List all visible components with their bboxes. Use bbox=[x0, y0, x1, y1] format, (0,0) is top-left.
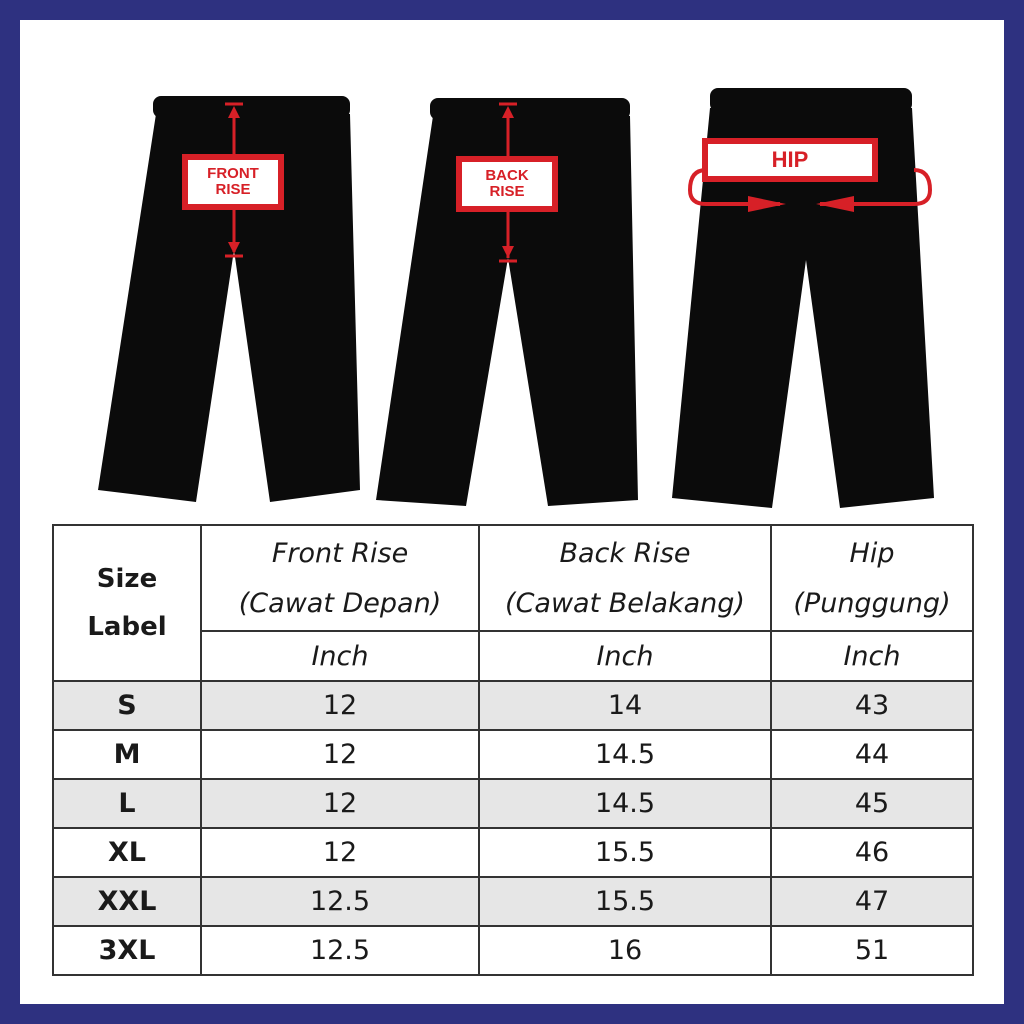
front-rise-cell: 12 bbox=[201, 828, 479, 877]
back-rise-cell: 14.5 bbox=[479, 730, 771, 779]
front-rise-title: Front Rise bbox=[271, 538, 409, 569]
size-cell: XXL bbox=[53, 877, 201, 926]
front-rise-header bbox=[201, 525, 479, 631]
back-rise-cell: 14 bbox=[479, 681, 771, 730]
size-chart-frame bbox=[20, 20, 1004, 1004]
hip-cell: 51 bbox=[771, 926, 973, 975]
front-rise-label-line1: FRONT bbox=[207, 164, 259, 182]
size-cell: S bbox=[53, 681, 201, 730]
size-label-header bbox=[53, 525, 201, 681]
table-row bbox=[53, 730, 973, 779]
back-rise-cell: 14.5 bbox=[479, 779, 771, 828]
hip-label-text: HIP bbox=[771, 146, 809, 172]
hip-cell: 44 bbox=[771, 730, 973, 779]
front-rise-cell: 12.5 bbox=[201, 877, 479, 926]
front-rise-label bbox=[182, 154, 284, 210]
back-rise-label-line2: RISE bbox=[489, 183, 525, 200]
hip-title: Hip bbox=[849, 538, 895, 569]
table-header-row bbox=[53, 525, 973, 631]
table-row bbox=[53, 828, 973, 877]
size-cell: XL bbox=[53, 828, 201, 877]
front-rise-cell: 12 bbox=[201, 779, 479, 828]
front-rise-unit: Inch bbox=[201, 631, 479, 681]
table-row bbox=[53, 877, 973, 926]
front-rise-cell: 12 bbox=[201, 681, 479, 730]
pants-illustration bbox=[20, 20, 1004, 520]
hip-cell: 46 bbox=[771, 828, 973, 877]
table-row bbox=[53, 926, 973, 975]
back-rise-cell: 15.5 bbox=[479, 828, 771, 877]
size-cell: 3XL bbox=[53, 926, 201, 975]
hip-unit: Inch bbox=[771, 631, 973, 681]
hip-subtitle: (Punggung) bbox=[793, 588, 951, 619]
hip-header bbox=[771, 525, 973, 631]
back-rise-unit: Inch bbox=[479, 631, 771, 681]
pants-diagram bbox=[20, 20, 1004, 520]
front-rise-label-line2: RISE bbox=[215, 181, 251, 198]
table-row bbox=[53, 681, 973, 730]
back-rise-label bbox=[456, 156, 558, 212]
front-rise-cell: 12 bbox=[201, 730, 479, 779]
back-rise-subtitle: (Cawat Belakang) bbox=[505, 588, 745, 619]
size-table bbox=[52, 524, 974, 976]
front-rise-cell: 12.5 bbox=[201, 926, 479, 975]
front-rise-subtitle: (Cawat Depan) bbox=[238, 588, 442, 619]
table-row bbox=[53, 779, 973, 828]
hip-cell: 45 bbox=[771, 779, 973, 828]
size-header-line1: Size bbox=[96, 564, 158, 594]
size-cell: M bbox=[53, 730, 201, 779]
back-rise-header bbox=[479, 525, 771, 631]
back-rise-label-line1: BACK bbox=[485, 166, 529, 184]
back-rise-cell: 16 bbox=[479, 926, 771, 975]
size-cell: L bbox=[53, 779, 201, 828]
hip-cell: 47 bbox=[771, 877, 973, 926]
hip-label bbox=[702, 138, 878, 182]
back-rise-title: Back Rise bbox=[559, 538, 691, 569]
hip-cell: 43 bbox=[771, 681, 973, 730]
size-header-line2: Label bbox=[87, 612, 167, 642]
back-rise-cell: 15.5 bbox=[479, 877, 771, 926]
